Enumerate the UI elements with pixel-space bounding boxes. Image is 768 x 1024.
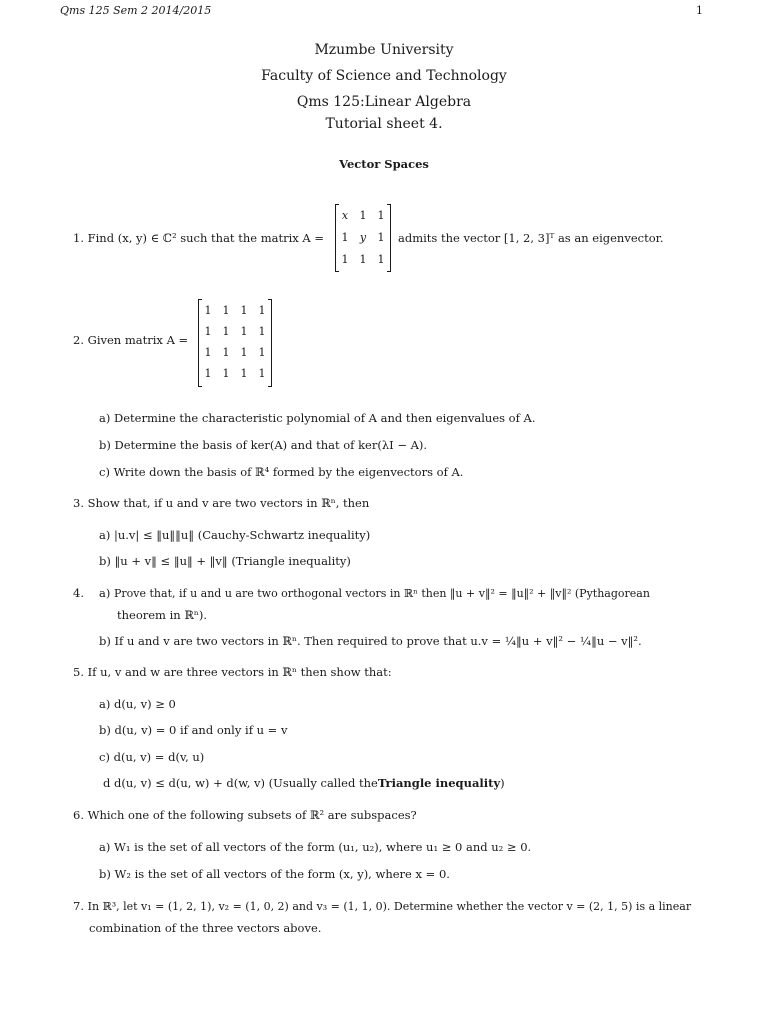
part-text: W₂ is the set of all vectors of the form (x, y), where x = 0. [114, 867, 450, 881]
question-7-text: In ℝ³, let v₁ = (1, 2, 1), v₂ = (1, 0, 2) and v₃ = (1, 1, 0). Determine whether the vector v = (2, 1, 5) is a linear [87, 900, 692, 913]
question-4-part-a-cont: theorem in ℝⁿ). [117, 608, 208, 622]
question-6-part-b [99, 867, 450, 881]
question-1-tail: admits the vector [1, 2, 3]ᵀ as an eigenvector. [398, 231, 664, 245]
matrix-cell: 1 [222, 304, 230, 317]
part-label: b) [99, 438, 111, 452]
part-label: b) [99, 723, 111, 737]
question-number: 5. [73, 665, 84, 679]
matrix-cell: 1 [359, 209, 367, 222]
question-1-lead: Find (x, y) ∈ ℂ² such that the matrix A = [87, 231, 324, 245]
part-text: Prove that, if u and u are two orthogonal vectors in ℝⁿ then ‖u + v‖² = ‖u‖² + ‖v‖² (Pythagorean [114, 587, 650, 600]
question-number: 2. [73, 333, 84, 347]
part-text: d(u, v) ≤ d(u, w) + d(w, v) (Usually called the [114, 776, 378, 790]
part-label: b) [99, 554, 111, 568]
part-label: a) [99, 697, 111, 711]
matrix-cell: 1 [377, 209, 385, 222]
page-number: 1 [696, 4, 703, 17]
part-text: Determine the characteristic polynomial of A and then eigenvalues of A. [114, 411, 536, 425]
matrix-cell: 1 [222, 367, 230, 380]
question-5-part-a [99, 697, 176, 711]
question-5 [73, 665, 392, 679]
part-label: a) [99, 840, 111, 854]
matrix-cell: 1 [377, 231, 385, 244]
part-label: c) [99, 465, 110, 479]
question-4-part-a [99, 586, 650, 600]
university-name: Mzumbe University [314, 42, 454, 58]
part-text: Determine the basis of ker(A) and that of ker(λI − A). [114, 438, 428, 452]
question-2-part-b [99, 438, 427, 452]
question-5-text: If u, v and w are three vectors in ℝⁿ then show that: [87, 665, 392, 679]
question-number: 7. [73, 899, 84, 913]
question-1 [73, 231, 324, 245]
part-label: a) [99, 528, 111, 542]
course-title: Qms 125:Linear Algebra [296, 94, 472, 110]
matrix-cell: 1 [240, 367, 248, 380]
part-text: If u and v are two vectors in ℝⁿ. Then required to prove that u.v = ¼‖u + v‖² − ¼‖u − v‖². [114, 634, 642, 648]
part-close: ) [500, 776, 505, 790]
matrix-cell: 1 [240, 346, 248, 359]
sheet-title: Tutorial sheet 4. [325, 116, 443, 132]
part-label: a) [99, 586, 111, 600]
part-label: c) [99, 750, 110, 764]
matrix-cell: 1 [222, 325, 230, 338]
matrix-cell: y [359, 231, 367, 244]
part-text: ‖u + v‖ ≤ ‖u‖ + ‖v‖ (Triangle inequality) [114, 554, 351, 568]
question-number: 6. [73, 808, 84, 822]
matrix-cell: 1 [258, 367, 266, 380]
matrix-cell: 1 [204, 325, 212, 338]
question-5-part-d [103, 776, 505, 790]
matrix-cell: 1 [222, 346, 230, 359]
running-header: Qms 125 Sem 2 2014/2015 [60, 4, 212, 17]
question-4-number: 4. [73, 586, 84, 600]
matrix-cell: 1 [341, 253, 349, 266]
faculty-name: Faculty of Science and Technology [261, 68, 507, 84]
matrix-cell: x [341, 209, 349, 222]
question-number: 3. [73, 496, 84, 510]
matrix-4x4 [198, 300, 272, 386]
part-label: b) [99, 867, 111, 881]
question-6-text: Which one of the following subsets of ℝ² are subspaces? [87, 808, 417, 822]
part-label: a) [99, 411, 111, 425]
part-bold-text: Triangle inequality [377, 776, 501, 790]
part-text: W₁ is the set of all vectors of the form (u₁, u₂), where u₁ ≥ 0 and u₂ ≥ 0. [114, 840, 532, 854]
question-3-part-b [99, 554, 351, 568]
matrix-cell: 1 [258, 346, 266, 359]
matrix-cell: 1 [377, 253, 385, 266]
question-7-cont: combination of the three vectors above. [89, 921, 322, 935]
question-2-part-a [99, 411, 535, 425]
part-label: b) [99, 634, 111, 648]
matrix-cell: 1 [204, 346, 212, 359]
question-2 [73, 333, 188, 347]
question-3-text: Show that, if u and v are two vectors in ℝⁿ, then [87, 496, 370, 510]
matrix-cell: 1 [258, 325, 266, 338]
question-4-part-b [99, 634, 642, 648]
matrix-cell: 1 [341, 231, 349, 244]
part-text: d(u, v) = 0 if and only if u = v [114, 723, 288, 737]
part-text: |u.v| ≤ ‖u‖‖u‖ (Cauchy-Schwartz inequality) [114, 528, 371, 542]
question-5-part-b [99, 723, 287, 737]
question-3 [73, 496, 369, 510]
part-text: Write down the basis of ℝ⁴ formed by the eigenvectors of A. [113, 465, 464, 479]
section-heading: Vector Spaces [339, 157, 429, 171]
question-2-part-c [99, 465, 463, 479]
question-6-part-a [99, 840, 531, 854]
matrix-cell: 1 [240, 304, 248, 317]
question-7 [73, 899, 691, 913]
part-label: d [103, 776, 111, 790]
question-6 [73, 808, 417, 822]
question-number: 1. [73, 231, 84, 245]
matrix-cell: 1 [204, 367, 212, 380]
question-5-part-c [99, 750, 204, 764]
question-2-lead: Given matrix A = [87, 333, 189, 347]
part-text: d(u, v) = d(v, u) [113, 750, 205, 764]
matrix-cell: 1 [359, 253, 367, 266]
matrix-3x3 [335, 205, 391, 271]
question-3-part-a [99, 528, 370, 542]
matrix-cell: 1 [240, 325, 248, 338]
part-text: d(u, v) ≥ 0 [114, 697, 176, 711]
matrix-cell: 1 [204, 304, 212, 317]
matrix-cell: 1 [258, 304, 266, 317]
